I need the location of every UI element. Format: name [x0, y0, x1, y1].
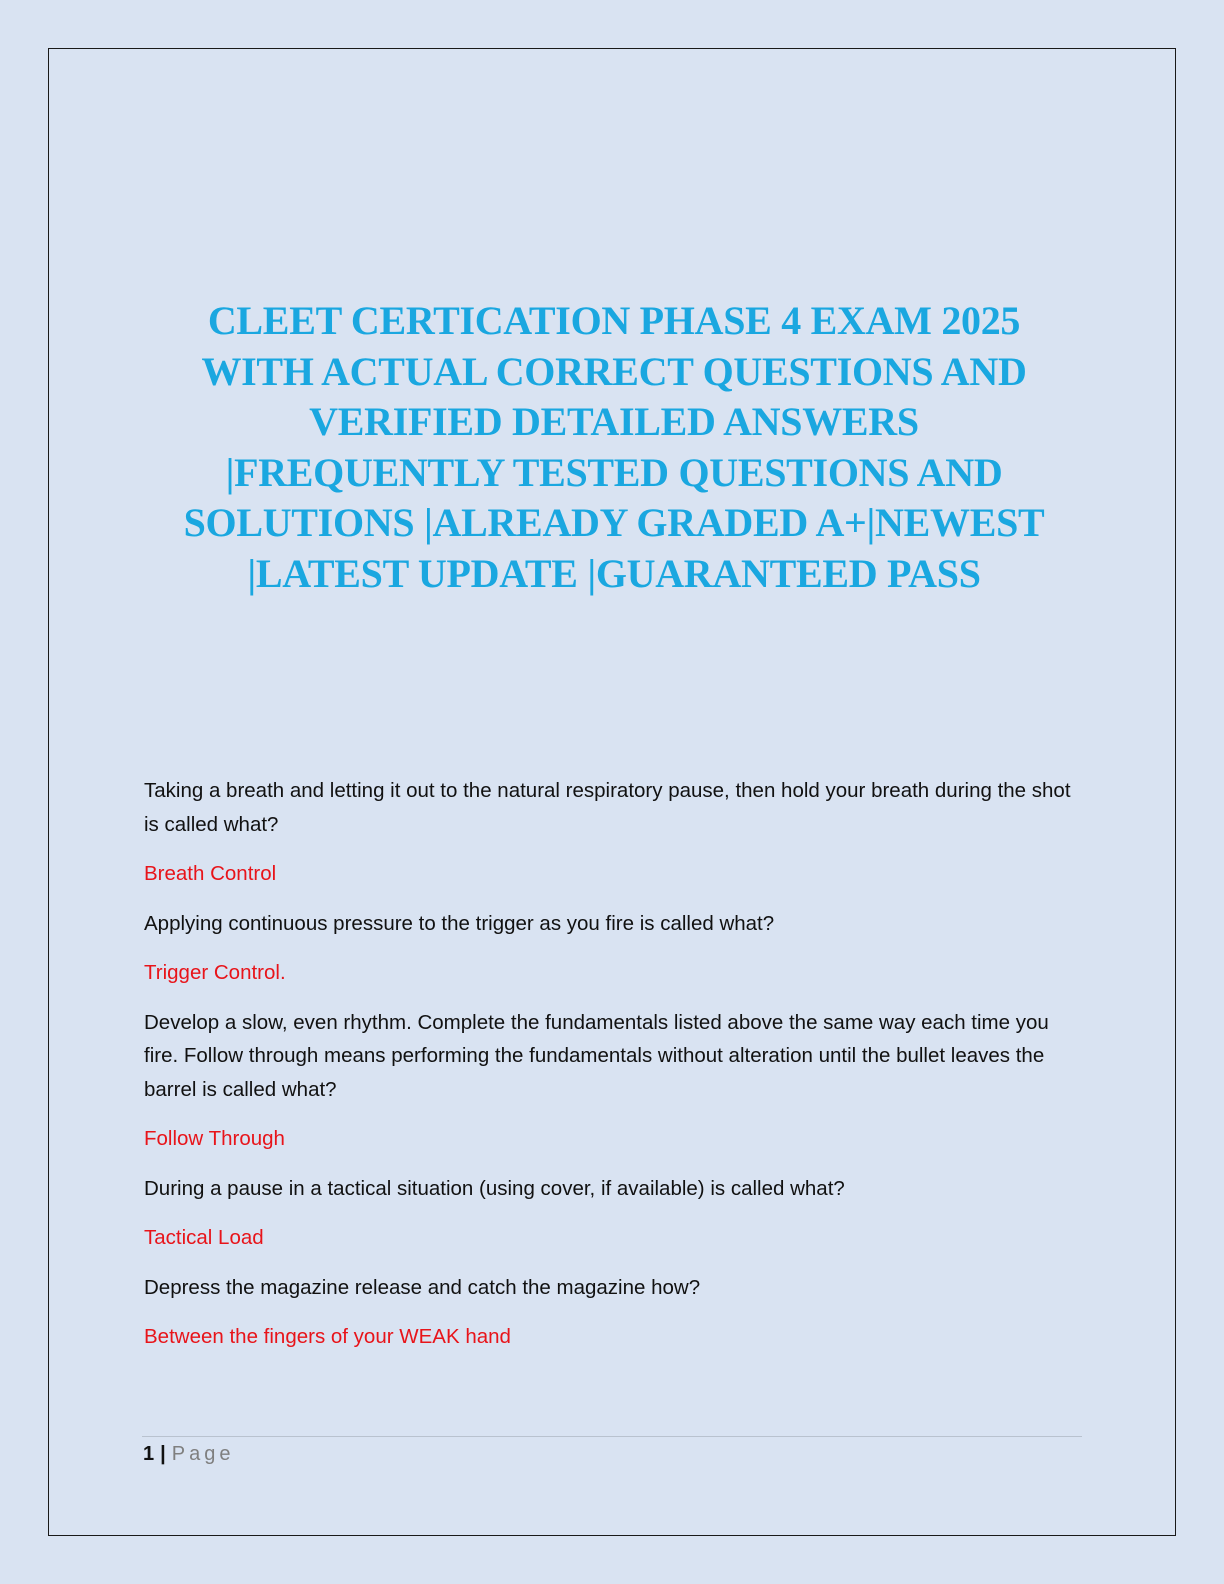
title-line: SOLUTIONS |ALREADY GRADED A+|NEWEST: [183, 500, 1045, 545]
title-line: |LATEST UPDATE |GUARANTEED PASS: [247, 550, 981, 596]
question-text: Applying continuous pressure to the trigger as you fire is called what?: [144, 911, 775, 935]
answer-text: Trigger Control.: [144, 961, 286, 984]
title-line: WITH ACTUAL CORRECT QUESTIONS AND: [201, 348, 1027, 394]
answer-text: Tactical Load: [144, 1226, 264, 1249]
answer-text: Follow Through: [144, 1127, 285, 1150]
question-text: During a pause in a tactical situation (using cover, if available) is called what?: [144, 1176, 845, 1200]
footer-divider: [142, 1436, 1082, 1437]
page-footer: [143, 1440, 234, 1468]
question-text: Develop a slow, even rhythm. Complete the fundamentals listed above the same way each time you fire. Follow through means performing the fundamentals without alteration until the bullet leaves the barrel is called what?: [144, 1010, 1049, 1101]
footer-separator: |: [160, 1443, 166, 1465]
page-label: Page: [171, 1443, 235, 1465]
question-text: Taking a breath and letting it out to the natural respiratory pause, then hold your breath during the shot is called what?: [144, 779, 1071, 836]
question-text: Depress the magazine release and catch the magazine how?: [144, 1275, 701, 1299]
answer-text: Between the fingers of your WEAK hand: [144, 1325, 511, 1348]
answer-text: Breath Control: [144, 862, 277, 885]
title-line: |FREQUENTLY TESTED QUESTIONS AND: [225, 449, 1003, 495]
question-answer-list: [144, 774, 1084, 1370]
page-number: 1: [143, 1443, 155, 1465]
document-title: [100, 296, 1128, 599]
title-line: VERIFIED DETAILED ANSWERS: [309, 399, 919, 444]
title-line: CLEET CERTICATION PHASE 4 EXAM 2025: [207, 298, 1021, 343]
